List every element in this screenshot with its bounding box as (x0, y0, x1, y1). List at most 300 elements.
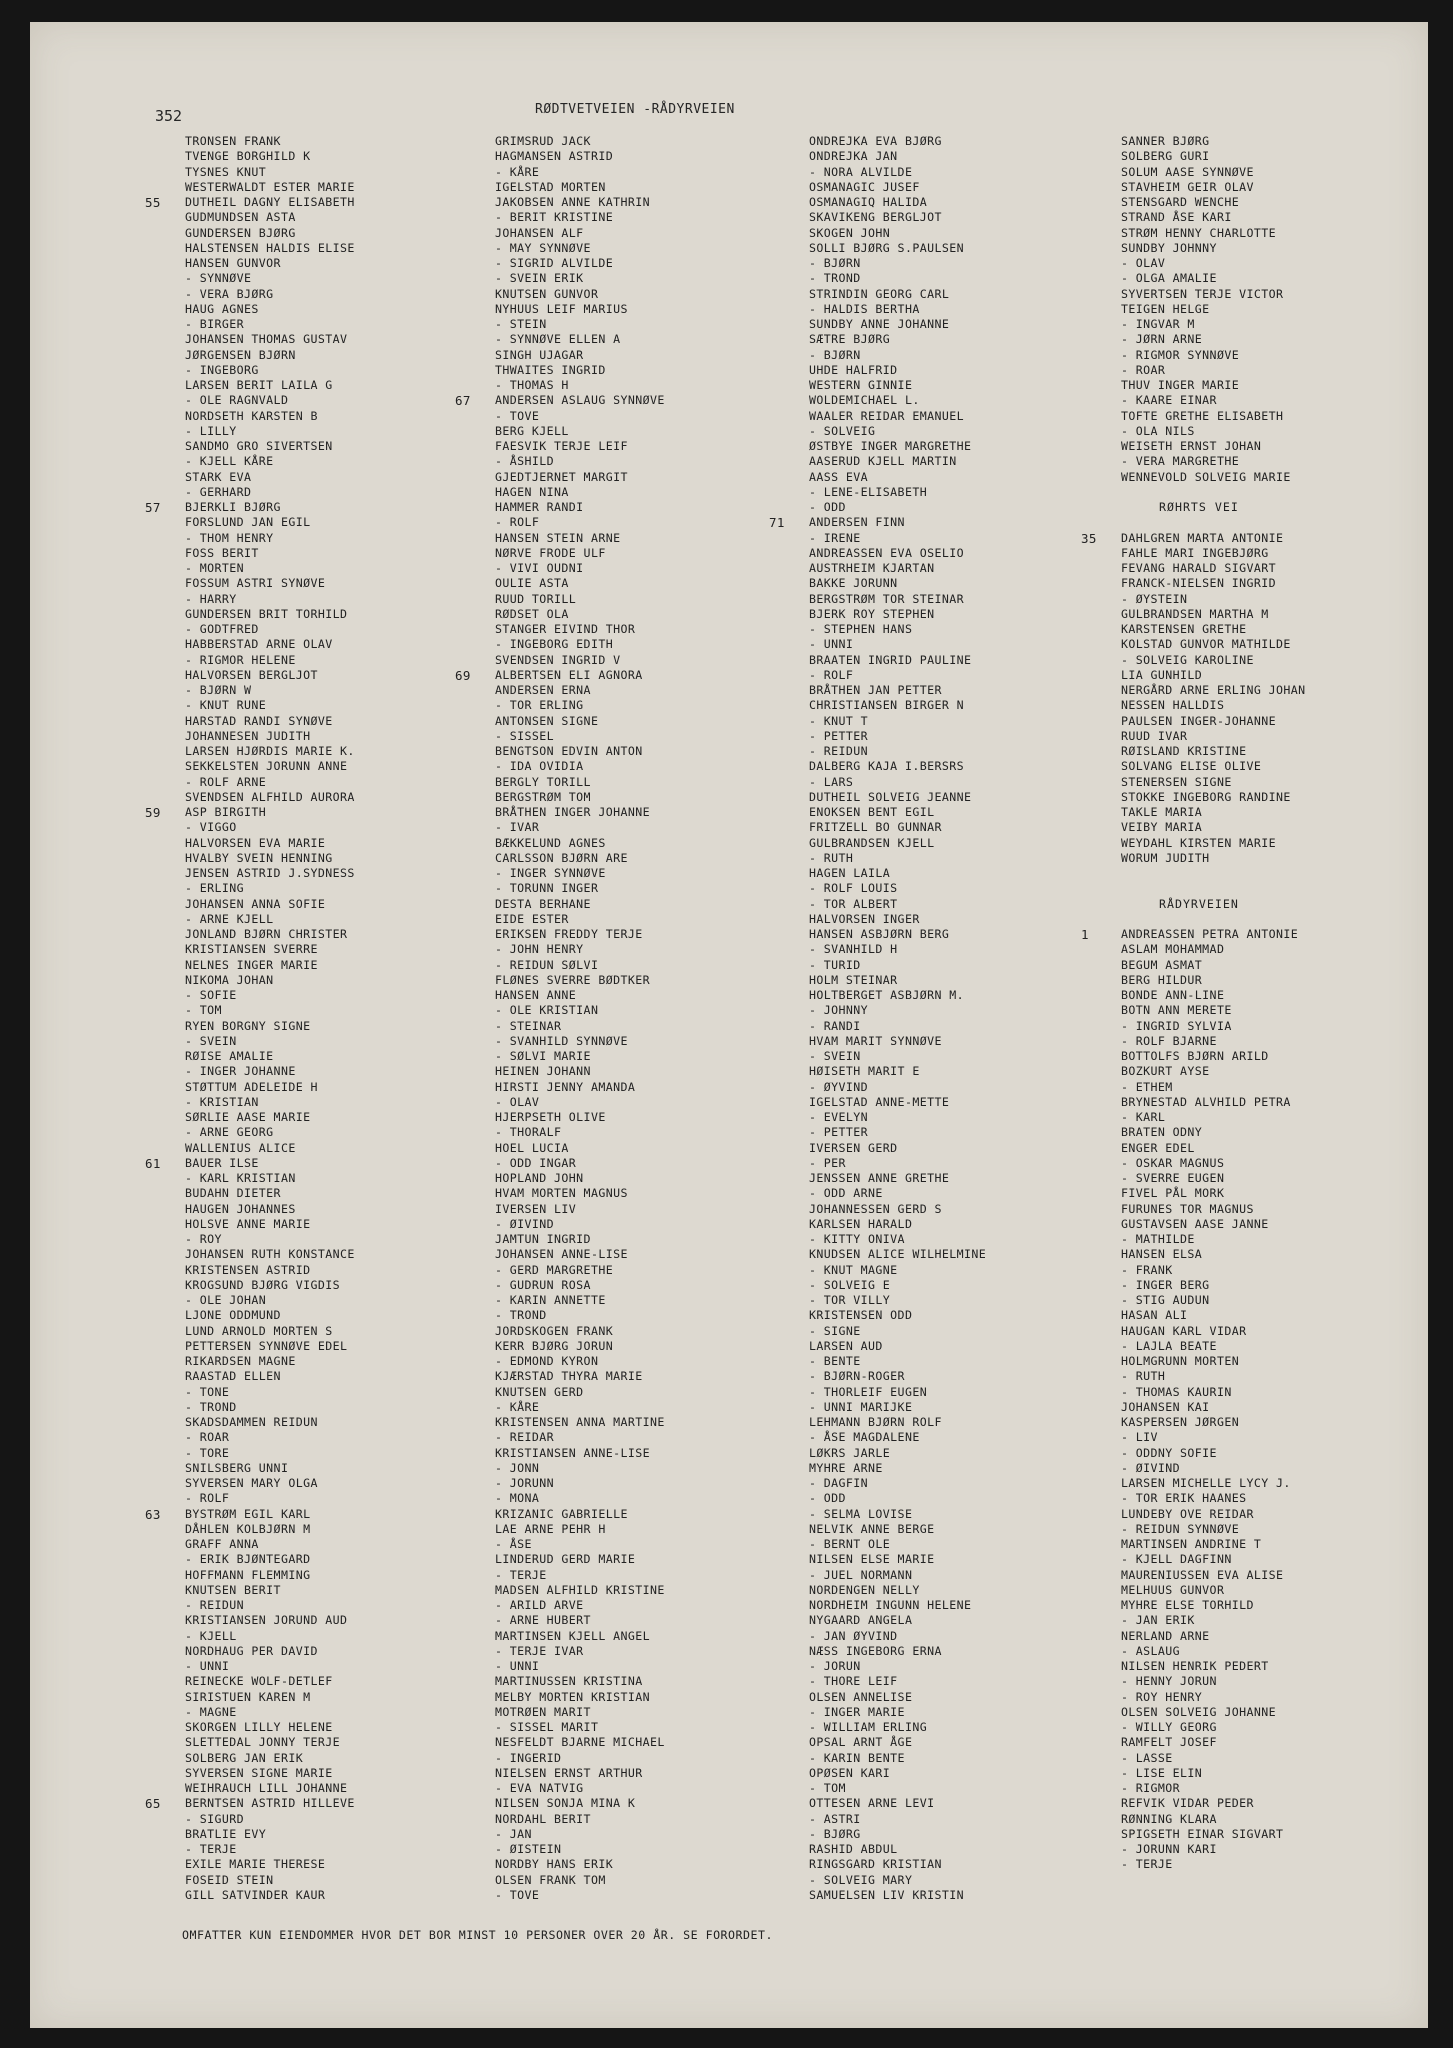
resident-name: - TOR ERIK HAANES (1121, 1491, 1247, 1506)
resident-entry (1121, 1796, 1431, 1811)
resident-name: ENOKSEN BENT EGIL (809, 805, 935, 819)
resident-entry (185, 1552, 495, 1567)
resident-name: ANTONSEN SIGNE (495, 713, 599, 728)
house-number: 63 (145, 1506, 161, 1522)
resident-entry (809, 1598, 1119, 1613)
resident-entry (1121, 1171, 1431, 1186)
resident-name: KRISTIANSEN JORUND AUD (185, 1613, 348, 1628)
resident-entry (495, 1598, 805, 1613)
blank-line (1121, 912, 1431, 927)
resident-name: OLSEN ANNELISE (809, 1689, 913, 1704)
resident-name: NYGAARD ANGELA (809, 1613, 913, 1628)
resident-name: - VIGGO (185, 820, 237, 835)
resident-name: - BIRGER (185, 317, 245, 331)
resident-entry (495, 1552, 805, 1567)
resident-entry (1121, 1568, 1431, 1583)
resident-name: - HENNY JORUN (1121, 1674, 1217, 1689)
resident-entry (1121, 744, 1431, 759)
resident-name: - LENE-ELISABETH (809, 484, 928, 499)
resident-entry (1121, 1735, 1431, 1750)
resident-name: - MONA (495, 1491, 540, 1506)
resident-name: - EDMOND KYRON (495, 1354, 599, 1368)
resident-name: HOLMGRUNN MORTEN (1121, 1354, 1240, 1368)
resident-name: - ETHEM (1121, 1079, 1173, 1094)
resident-name: - KAARE EINAR (1121, 393, 1217, 408)
resident-name: KASPERSEN JØRGEN (1121, 1415, 1240, 1429)
page-header: RØDTVETVEIEN -RÅDYRVEIEN (535, 102, 735, 117)
resident-name: SÆTRE BJØRG (809, 332, 891, 347)
resident-name: - RANDI (809, 1018, 861, 1033)
resident-name: SAMUELSEN LIV KRISTIN (809, 1887, 964, 1902)
resident-name: - BJØRN (809, 256, 861, 270)
resident-name: - ODD INGAR (495, 1155, 577, 1170)
resident-entry (809, 1430, 1119, 1445)
resident-name: AASERUD KJELL MARTIN (809, 454, 957, 469)
resident-entry (809, 1186, 1119, 1201)
resident-entry (809, 1674, 1119, 1689)
resident-name: - UNNI (185, 1659, 230, 1673)
resident-entry (185, 881, 495, 896)
resident-name: - JUEL NORMANN (809, 1567, 913, 1582)
resident-name: WALLENIUS ALICE (185, 1140, 296, 1155)
resident-name: - KÅRE (495, 164, 540, 179)
resident-entry (495, 256, 805, 271)
resident-name: - ROLF (809, 667, 854, 682)
resident-entry (1121, 1812, 1431, 1827)
column-4 (1081, 134, 1431, 1873)
resident-name: GRIMSRUD JACK (495, 134, 591, 148)
resident-name: NORDSETH KARSTEN B (185, 408, 318, 423)
resident-name: JORDSKOGEN FRANK (495, 1323, 614, 1338)
resident-entry (809, 744, 1119, 759)
resident-entry (495, 958, 805, 973)
resident-entry (809, 1263, 1119, 1278)
resident-name: - INGEBORG EDITH (495, 637, 614, 652)
resident-name: - SISSEL (495, 728, 555, 743)
resident-name: GULBRANDSEN MARTHA M (1121, 606, 1269, 621)
resident-entry (809, 912, 1119, 927)
resident-entry (1121, 1064, 1431, 1079)
resident-name: TYSNES KNUT (185, 164, 267, 179)
resident-name: - KARIN BENTE (809, 1750, 905, 1765)
resident-entry (809, 683, 1119, 698)
resident-entry (809, 1217, 1119, 1232)
resident-name: LARSEN HJØRDIS MARIE K. (185, 744, 355, 758)
resident-name: LJONE ODDMUND (185, 1308, 281, 1323)
resident-name: - SVANHILD H (809, 942, 898, 957)
resident-entry (495, 866, 805, 881)
resident-name: GRAFF ANNA (185, 1537, 259, 1551)
resident-entry (495, 1674, 805, 1689)
resident-name: - SISSEL MARIT (495, 1720, 599, 1734)
resident-entry (809, 1568, 1119, 1583)
resident-name: SYVERSEN MARY OLGA (185, 1476, 318, 1490)
resident-name: SANNER BJØRG (1121, 134, 1210, 148)
resident-entry (495, 1735, 805, 1750)
resident-name: RAASTAD ELLEN (185, 1369, 281, 1384)
resident-entry (495, 653, 805, 668)
resident-entry (185, 454, 495, 469)
resident-name: FURUNES TOR MAGNUS (1121, 1201, 1254, 1216)
resident-entry (809, 1781, 1119, 1796)
column-2 (455, 134, 805, 1903)
resident-entry (1121, 1095, 1431, 1110)
resident-name: HAUGEN JOHANNES (185, 1201, 296, 1216)
resident-entry (1121, 698, 1431, 713)
resident-entry (185, 1583, 495, 1598)
resident-name: ANDERSEN ASLAUG SYNNØVE (495, 393, 665, 408)
resident-name: KJÆRSTAD THYRA MARIE (495, 1369, 643, 1384)
resident-entry (185, 302, 495, 317)
resident-entry (1121, 1125, 1431, 1140)
resident-entry (1121, 1552, 1431, 1567)
resident-entry (185, 668, 495, 683)
resident-name: WEYDAHL KIRSTEN MARIE (1121, 835, 1276, 850)
house-number: 35 (1081, 530, 1097, 546)
page-footer-note: OMFATTER KUN EIENDOMMER HVOR DET BOR MINST 10 PERSONER OVER 20 ÅR. SE FORORDET. (182, 1928, 773, 1942)
resident-name: ASLAM MOHAMMAD (1121, 942, 1225, 957)
resident-entry (185, 729, 495, 744)
resident-name: HANSEN ELSA (1121, 1247, 1203, 1262)
resident-entry (809, 1080, 1119, 1095)
resident-entry (809, 1888, 1119, 1903)
resident-entry (809, 637, 1119, 652)
resident-entry (495, 1415, 805, 1430)
resident-entry (1121, 1766, 1431, 1781)
resident-entry (809, 531, 1119, 546)
resident-name: RØDSET OLA (495, 606, 569, 621)
resident-entry (185, 1598, 495, 1613)
resident-name: - TOM (185, 1003, 222, 1018)
resident-name: FOSS BERIT (185, 545, 259, 560)
resident-entry (495, 378, 805, 393)
resident-name: - ØYVIND (809, 1079, 869, 1094)
resident-name: - JAN (495, 1826, 532, 1841)
resident-name: - ÅSE MAGDALENE (809, 1430, 920, 1445)
resident-name: STARK EVA (185, 469, 252, 484)
resident-name: BRAATEN INGRID PAULINE (809, 652, 972, 667)
resident-name: NILSEN SONJA MINA K (495, 1796, 636, 1811)
resident-name: SVENDSEN INGRID V (495, 652, 621, 667)
resident-name: - DAGFIN (809, 1476, 869, 1490)
resident-entry (185, 1491, 495, 1506)
resident-name: - JØRN ARNE (1121, 332, 1203, 347)
blank-line (1121, 515, 1431, 530)
resident-entry (1121, 729, 1431, 744)
resident-entry (495, 1110, 805, 1125)
resident-name: MELHUUS GUNVOR (1121, 1582, 1225, 1597)
resident-entry (495, 1613, 805, 1628)
resident-entry (809, 1507, 1119, 1522)
resident-entry (495, 287, 805, 302)
resident-name: HARSTAD RANDI SYNØVE (185, 713, 333, 728)
resident-name: - VERA BJØRG (185, 286, 274, 301)
resident-entry (185, 1842, 495, 1857)
resident-name: WESTERWALDT ESTER MARIE (185, 179, 355, 194)
resident-name: - TORUNN INGER (495, 881, 599, 896)
resident-name: - ODD (809, 1491, 846, 1506)
resident-name: SOLVANG ELISE OLIVE (1121, 759, 1262, 774)
resident-entry (809, 988, 1119, 1003)
resident-entry (1121, 714, 1431, 729)
resident-entry (809, 317, 1119, 332)
resident-entry (185, 1812, 495, 1827)
resident-entry (1121, 287, 1431, 302)
resident-entry (495, 485, 805, 500)
resident-name: FOSEID STEIN (185, 1872, 274, 1887)
resident-entry (1121, 1034, 1431, 1049)
resident-name: HANSEN GUNVOR (185, 256, 281, 270)
resident-entry (495, 561, 805, 576)
resident-name: ANDERSEN ERNA (495, 683, 591, 697)
resident-entry (185, 1339, 495, 1354)
resident-entry (1121, 1110, 1431, 1125)
resident-entry (809, 1156, 1119, 1171)
resident-name: - GODTFRED (185, 622, 259, 636)
resident-entry (185, 1674, 495, 1689)
resident-name: JOHANNESSEN GERD S (809, 1201, 942, 1216)
resident-name: - MAGNE (185, 1704, 237, 1719)
resident-entry (495, 1080, 805, 1095)
resident-name: STRAND ÅSE KARI (1121, 210, 1232, 225)
resident-entry (495, 759, 805, 774)
resident-name: - PETTER (809, 728, 869, 743)
resident-name: NORDHEIM INGUNN HELENE (809, 1598, 972, 1612)
resident-name: NESFELDT BJARNE MICHAEL (495, 1735, 665, 1750)
resident-name: - RUTH (809, 850, 854, 865)
house-number: 59 (145, 805, 161, 820)
resident-name: ONDREJKA EVA BJØRG (809, 134, 942, 148)
resident-name: LARSEN AUD (809, 1338, 883, 1353)
resident-name: KNUTSEN GUNVOR (495, 286, 599, 301)
resident-entry (185, 226, 495, 241)
resident-name: FLØNES SVERRE BØDTKER (495, 972, 650, 987)
column-3 (769, 134, 1119, 1903)
resident-entry (1121, 134, 1431, 149)
resident-entry (185, 851, 495, 866)
resident-entry (809, 1369, 1119, 1384)
resident-entry (809, 973, 1119, 988)
resident-entry (185, 317, 495, 332)
resident-entry (185, 393, 495, 408)
resident-entry (185, 1537, 495, 1552)
resident-entry (495, 1659, 805, 1674)
resident-entry (185, 912, 495, 927)
resident-entry (809, 149, 1119, 164)
resident-entry (809, 698, 1119, 713)
resident-name: - SIGURD (185, 1811, 245, 1826)
resident-name: - TERJE (185, 1842, 237, 1856)
resident-name: - SIGRID ALVILDE (495, 256, 614, 270)
resident-name: FIVEL PÅL MORK (1121, 1186, 1225, 1201)
house-number: 67 (455, 393, 471, 409)
resident-entry (1121, 1461, 1431, 1476)
resident-entry (185, 592, 495, 607)
resident-entry (185, 1720, 495, 1735)
resident-entry (1121, 1842, 1431, 1857)
resident-entry (185, 942, 495, 957)
resident-entry (145, 1155, 495, 1171)
resident-name: - LILLY (185, 423, 237, 438)
resident-name: GJEDTJERNET MARGIT (495, 469, 628, 484)
resident-entry (185, 653, 495, 668)
resident-entry (185, 866, 495, 881)
blank-line (1121, 866, 1431, 881)
resident-entry (809, 332, 1119, 347)
resident-name: - EVELYN (809, 1110, 869, 1124)
resident-name: - ODD ARNE (809, 1186, 883, 1201)
resident-name: ASP BIRGITH (185, 805, 267, 819)
resident-name: LUNDEBY OVE REIDAR (1121, 1506, 1254, 1521)
resident-name: - PER (809, 1155, 846, 1170)
resident-entry (185, 1049, 495, 1064)
resident-name: RASHID ABDUL (809, 1842, 898, 1856)
resident-name: SEKKELSTEN JORUNN ANNE (185, 759, 348, 774)
resident-entry (809, 576, 1119, 591)
resident-entry (809, 424, 1119, 439)
resident-entry (185, 927, 495, 942)
resident-entry (185, 378, 495, 393)
resident-entry (185, 1064, 495, 1079)
resident-entry (1121, 942, 1431, 957)
resident-entry (185, 348, 495, 363)
resident-entry (185, 1629, 495, 1644)
resident-entry (495, 515, 805, 530)
resident-name: STOKKE INGEBORG RANDINE (1121, 789, 1291, 804)
resident-name: BJERKLI BJØRG (185, 500, 281, 514)
resident-entry (185, 1857, 495, 1872)
resident-entry (185, 1019, 495, 1034)
resident-entry (185, 1263, 495, 1278)
resident-entry (809, 866, 1119, 881)
resident-name: - SYNNØVE ELLEN A (495, 332, 621, 347)
resident-name: - JONN (495, 1460, 540, 1475)
resident-entry (809, 668, 1119, 683)
column-1 (145, 134, 495, 1903)
resident-name: - ODDNY SOFIE (1121, 1445, 1217, 1460)
resident-name: ANDREASSEN PETRA ANTONIE (1121, 927, 1299, 941)
resident-entry (1121, 759, 1431, 774)
resident-entry (495, 698, 805, 713)
resident-entry (185, 1385, 495, 1400)
resident-name: GUDMUNDSEN ASTA (185, 210, 296, 225)
resident-entry (185, 1141, 495, 1156)
resident-name: MARTINUSSEN KRISTINA (495, 1674, 643, 1689)
resident-name: SLETTEDAL JONNY TERJE (185, 1735, 340, 1750)
resident-name: MAURENIUSSEN EVA ALISE (1121, 1567, 1284, 1582)
resident-entry (495, 1888, 805, 1903)
resident-name: HOFFMANN FLEMMING (185, 1567, 311, 1582)
resident-entry (809, 241, 1119, 256)
resident-entry (1121, 256, 1431, 271)
resident-name: - GERD MARGRETHE (495, 1262, 614, 1277)
resident-entry (809, 775, 1119, 790)
resident-entry (145, 1506, 495, 1522)
resident-name: - STEINAR (495, 1018, 562, 1033)
resident-entry (185, 1110, 495, 1125)
resident-entry (495, 1522, 805, 1537)
resident-name: - SOLVEIG E (809, 1277, 891, 1292)
resident-name: NORDHAUG PER DAVID (185, 1643, 318, 1658)
resident-name: SOLLI BJØRG S.PAULSEN (809, 240, 964, 255)
resident-entry (809, 1857, 1119, 1872)
resident-name: - ERLING (185, 881, 245, 896)
resident-entry (809, 378, 1119, 393)
resident-entry (809, 180, 1119, 195)
resident-entry (495, 988, 805, 1003)
resident-name: HAMMER RANDI (495, 500, 584, 514)
resident-name: HABBERSTAD ARNE OLAV (185, 637, 333, 652)
resident-name: - BERIT KRISTINE (495, 210, 614, 225)
resident-name: KARSTENSEN GRETHE (1121, 622, 1247, 636)
resident-entry (495, 607, 805, 622)
resident-name: HJERPSETH OLIVE (495, 1110, 606, 1124)
resident-entry (495, 470, 805, 485)
resident-name: - LAJLA BEATE (1121, 1338, 1217, 1353)
resident-entry (809, 1522, 1119, 1537)
resident-name: - LISE ELIN (1121, 1765, 1203, 1780)
resident-entry (495, 1339, 805, 1354)
resident-entry (145, 1796, 495, 1812)
resident-entry (809, 1873, 1119, 1888)
resident-name: SYVERSEN SIGNE MARIE (185, 1765, 333, 1780)
resident-name: SYVERTSEN TERJE VICTOR (1121, 286, 1284, 301)
resident-entry (145, 805, 495, 820)
resident-name: HALVORSEN EVA MARIE (185, 835, 326, 850)
resident-entry (1121, 424, 1431, 439)
resident-name: - JAN ØYVIND (809, 1628, 898, 1643)
resident-entry (1121, 958, 1431, 973)
resident-name: - MORTEN (185, 561, 245, 575)
resident-entry (1121, 241, 1431, 256)
resident-entry (185, 1568, 495, 1583)
resident-name: - SVEIN (185, 1033, 237, 1048)
resident-entry (1121, 820, 1431, 835)
resident-entry (495, 210, 805, 225)
resident-name: KRISTENSEN ANNA MARTINE (495, 1415, 665, 1429)
resident-entry (809, 592, 1119, 607)
resident-name: TAKLE MARIA (1121, 805, 1203, 819)
resident-entry (809, 759, 1119, 774)
resident-entry (1121, 1247, 1431, 1262)
resident-entry (1121, 622, 1431, 637)
resident-entry (495, 683, 805, 698)
resident-entry (809, 1842, 1119, 1857)
resident-name: OTTESEN ARNE LEVI (809, 1796, 935, 1811)
resident-entry (809, 1247, 1119, 1262)
resident-entry (1121, 1415, 1431, 1430)
resident-entry (495, 1034, 805, 1049)
resident-name: RØISLAND KRISTINE (1121, 744, 1247, 758)
resident-name: NILSEN ELSE MARIE (809, 1552, 935, 1567)
resident-name: - KARL KRISTIAN (185, 1171, 296, 1185)
resident-name: HALVORSEN BERGLJOT (185, 667, 318, 682)
resident-name: - ØYSTEIN (1121, 591, 1188, 606)
resident-name: - ØIVIND (1121, 1460, 1181, 1475)
resident-entry (1121, 1293, 1431, 1308)
resident-name: - ÅSHILD (495, 454, 555, 469)
resident-entry (185, 1400, 495, 1415)
resident-name: EXILE MARIE THERESE (185, 1857, 326, 1872)
resident-name: - KJELL DAGFINN (1121, 1552, 1232, 1567)
resident-name: WOLDEMICHAEL L. (809, 393, 920, 408)
resident-entry (495, 180, 805, 195)
page-number: 352 (155, 107, 183, 125)
resident-entry (809, 1308, 1119, 1323)
resident-name: WORUM JUDITH (1121, 850, 1210, 865)
resident-name: - ASLAUG (1121, 1643, 1181, 1658)
resident-name: REFVIK VIDAR PEDER (1121, 1796, 1254, 1811)
